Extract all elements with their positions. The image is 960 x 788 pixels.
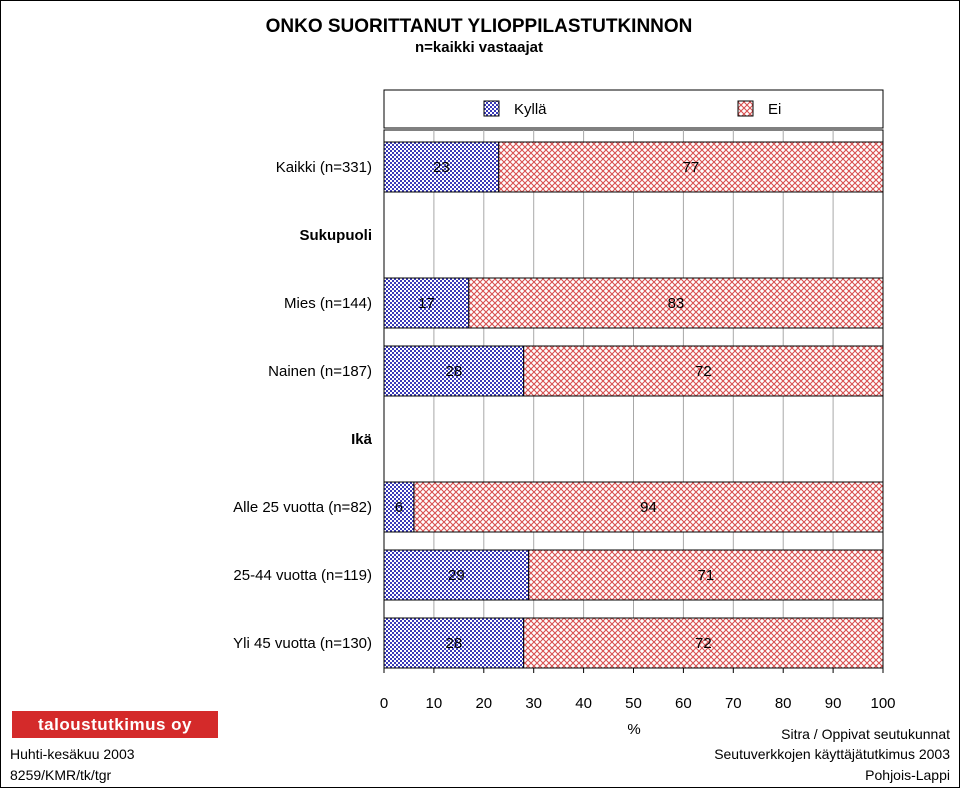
- legend-label-kylla: Kyllä: [514, 101, 547, 118]
- data-label: 72: [695, 635, 712, 652]
- data-label: 28: [445, 635, 463, 652]
- data-label: 71: [697, 567, 715, 584]
- footer-study: Seutuverkkojen käyttäjätutkimus 2003: [714, 746, 950, 762]
- x-axis-ticks: [380, 668, 896, 712]
- x-axis-label: %: [627, 721, 641, 738]
- tick-label: 50: [625, 695, 642, 712]
- category-label: 25-44 vuotta (n=119): [233, 567, 372, 584]
- data-label: 72: [695, 363, 712, 380]
- footer-date: Huhti-kesäkuu 2003: [10, 746, 135, 762]
- tick-label: 20: [475, 695, 493, 712]
- data-label: 17: [418, 295, 435, 312]
- chart-title: ONKO SUORITTANUT YLIOPPILASTUTKINNON: [265, 16, 693, 37]
- legend-swatch-kylla: [484, 101, 499, 116]
- taloustutkimus-logo: taloustutkimus oy: [12, 711, 218, 738]
- tick-label: 100: [870, 695, 896, 712]
- data-label: 83: [667, 295, 685, 312]
- tick-label: 90: [824, 695, 842, 712]
- legend-label-ei: Ei: [768, 101, 782, 118]
- footer-client: Sitra / Oppivat seutukunnat: [781, 726, 950, 742]
- data-label: 77: [682, 159, 700, 176]
- tick-label: 10: [425, 695, 443, 712]
- group-header: Sukupuoli: [299, 227, 372, 244]
- data-label: 6: [394, 499, 404, 516]
- chart-subtitle: n=kaikki vastaajat: [414, 39, 544, 56]
- legend-box: [384, 90, 883, 128]
- footer-region: Pohjois-Lappi: [865, 767, 950, 783]
- tick-label: 40: [575, 695, 592, 712]
- data-label: 28: [445, 363, 463, 380]
- tick-label: 0: [379, 695, 389, 712]
- data-label: 23: [433, 159, 450, 176]
- category-labels: [233, 159, 372, 652]
- legend-swatch-ei: [738, 101, 753, 116]
- group-header: Ikä: [351, 431, 372, 448]
- category-label: Yli 45 vuotta (n=130): [233, 635, 372, 652]
- category-label: Mies (n=144): [284, 295, 372, 312]
- footer-code: 8259/KMR/tk/tgr: [10, 767, 112, 783]
- category-label: Nainen (n=187): [268, 363, 372, 380]
- tick-label: 80: [774, 695, 792, 712]
- data-label: 29: [448, 567, 465, 584]
- tick-label: 70: [724, 695, 742, 712]
- category-label: Alle 25 vuotta (n=82): [233, 499, 372, 516]
- tick-label: 30: [525, 695, 543, 712]
- tick-label: 60: [675, 695, 692, 712]
- category-label: Kaikki (n=331): [275, 159, 372, 176]
- data-label: 94: [640, 499, 657, 516]
